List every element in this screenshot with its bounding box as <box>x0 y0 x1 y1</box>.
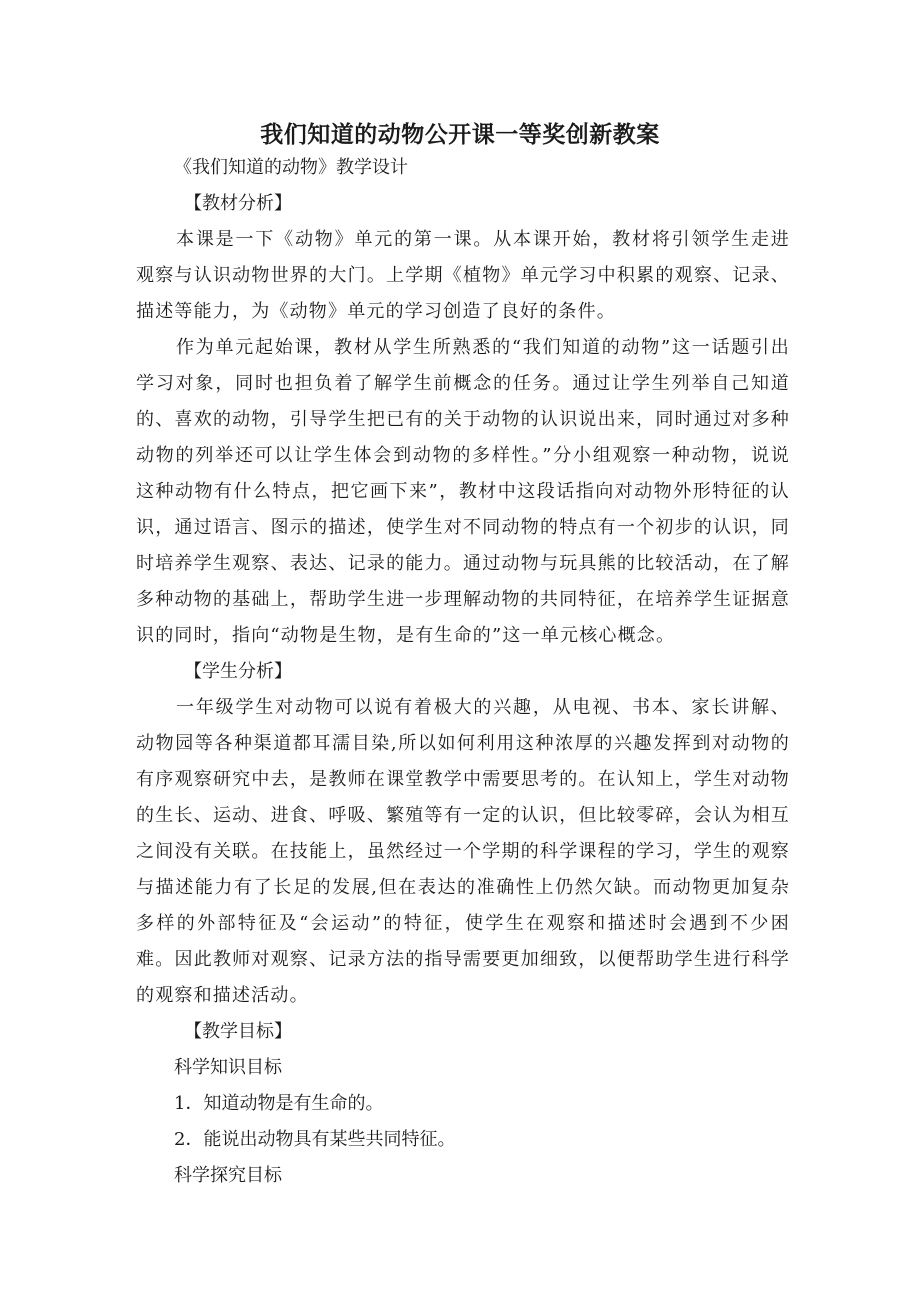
list-item-knowledge-1: 1．知道动物是有生命的。 <box>174 1093 384 1114</box>
subheading-knowledge-goals: 科学知识目标 <box>174 1057 282 1078</box>
list-item-knowledge-2: 2．能说出动物具有某些共同特征。 <box>174 1129 456 1150</box>
document-title: 我们知道的动物公开课一等奖创新教案 <box>260 122 660 148</box>
section-heading-student-analysis: 【学生分析】 <box>184 661 292 682</box>
section-heading-textbook-analysis: 【教材分析】 <box>184 193 292 214</box>
paragraph-textbook-1: 本课是一下《动物》单元的第一课。从本课开始，教材将引领学生走进观察与认识动物世界的大门。上学期《植物》单元学习中积累的观察、记录、描述等能力，为《动物》单元的学习创造了良好的条件。 <box>136 229 790 322</box>
paragraph-student-1: 一年级学生对动物可以说有着极大的兴趣，从电视、书本、家长讲解、动物园等各种渠道都耳濡目染,所以如何利用这种浓厚的兴趣发挥到对动物的有序观察研究中去，是教师在课堂教学中需要思考的。在认知上，学生对动物的生长、运动、进食、呼吸、繁殖等有一定的认识，但比较零碎，会认为相互之间没有关联。在技能上，虽然经过一个学期的科学课程的学习，学生的观察与描述能力有了长足的发展,但在表达的准确性上仍然欠缺。而动物更加复杂多样的外部特征及“会运动”的特征，使学生在观察和描述时会遇到不少困难。因此教师对观察、记录方法的指导需要更加细致，以便帮助学生进行科学的观察和描述活动。 <box>136 697 790 1006</box>
section-heading-teaching-goals: 【教学目标】 <box>184 1021 292 1042</box>
paragraph-textbook-2: 作为单元起始课，教材从学生所熟悉的“我们知道的动物”这一话题引出学习对象，同时也担负着了解学生前概念的任务。通过让学生列举自己知道的、喜欢的动物，引导学生把已有的关于动物的认识说出来，同时通过对多种动物的列举还可以让学生体会到动物的多样性。”分小组观察一种动物，说说这种动物有什么特点，把它画下来”，教材中这段话指向对动物外形特征的认识，通过语言、图示的描述，使学生对不同动物的特点有一个初步的认识，同时培养学生观察、表达、记录的能力。通过动物与玩具熊的比较活动，在了解多种动物的基础上，帮助学生进一步理解动物的共同特征，在培养学生证据意识的同时，指向“动物是生物，是有生命的”这一单元核心概念。 <box>136 337 790 646</box>
subheading-inquiry-goals: 科学探究目标 <box>174 1165 282 1186</box>
document-subtitle: 《我们知道的动物》教学设计 <box>174 157 408 178</box>
document-body <box>136 150 790 1194</box>
